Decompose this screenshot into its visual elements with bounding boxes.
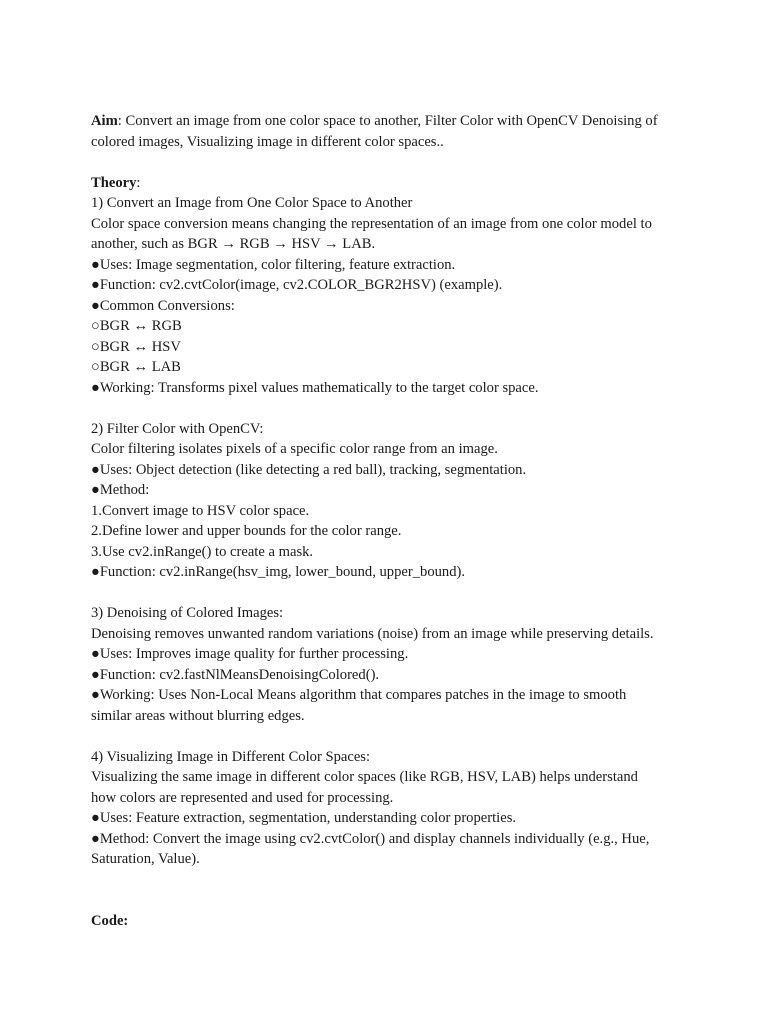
spacer [91,870,691,891]
theory-colon: : [136,174,141,191]
sub-bullet-item: ○BGR ↔ HSV [91,338,181,355]
spacer [91,583,691,604]
section-line: Color space conversion means changing the representation of an image from one color model to [91,215,652,232]
numbered-step: 2.Define lower and upper bounds for the color range. [91,523,402,539]
numbered-step: 1.Convert image to HSV color space. [91,502,310,519]
bullet-item: ●Uses: Image segmentation, color filtering, feature extraction. [91,256,456,273]
bullet-item: ●Working: Transforms pixel values mathematically to the target color space. [91,379,539,396]
section-line: another, such as BGR → RGB → HSV → LAB. [91,236,376,252]
bullet-item: ●Function: cv2.fastNlMeansDenoisingColored(). [91,666,380,683]
code-heading: Code: [91,912,129,929]
theory-label: Theory [91,174,137,191]
section-heading: 1) Convert an Image from One Color Space to Another [91,195,413,211]
section-filter-color [91,419,691,583]
section-line: Denoising removes unwanted random variations (noise) from an image while preserving details. [91,625,654,642]
section-color-conversion [91,193,691,398]
bullet-item: ●Function: cv2.cvtColor(image, cv2.COLOR_BGR2HSV) (example). [91,277,503,293]
section-line: Color filtering isolates pixels of a specific color range from an image. [91,441,498,457]
aim-text: : Convert an image from one color space to another, Filter Color with OpenCV Denoising of colored images, Visualizing image in different color spaces.. [91,113,658,150]
section-heading: 4) Visualizing Image in Different Color Spaces: [91,748,371,765]
bullet-item: ●Working: Uses Non-Local Means algorithm that compares patches in the image to smooth [91,687,627,703]
bullet-item: ●Uses: Feature extraction, segmentation, understanding color properties. [91,810,517,826]
bullet-item: ●Method: [91,482,150,498]
section-visualizing [91,747,691,870]
sub-bullet-item: ○BGR ↔ RGB [91,318,182,334]
aim-label: Aim [91,113,118,129]
section-line: Saturation, Value). [91,851,200,867]
section-line: Visualizing the same image in different color spaces (like RGB, HSV, LAB) helps understand [91,769,638,785]
bullet-item: ●Uses: Object detection (like detecting a red ball), tracking, segmentation. [91,461,527,478]
section-heading: 2) Filter Color with OpenCV: [91,420,264,437]
section-heading: 3) Denoising of Colored Images: [91,605,284,621]
bullet-item: ●Method: Convert the image using cv2.cvtColor() and display channels individually (e.g., Hue, [91,830,650,847]
aim-paragraph [91,111,691,152]
section-line: similar areas without blurring edges. [91,707,305,724]
section-line: how colors are represented and used for processing. [91,789,394,806]
bullet-item: ●Function: cv2.inRange(hsv_img, lower_bound, upper_bound). [91,564,466,580]
document-content [91,111,691,931]
numbered-step: 3.Use cv2.inRange() to create a mask. [91,543,314,560]
bullet-item: ●Common Conversions: [91,297,235,314]
spacer [91,890,691,911]
sub-bullet-item: ○BGR ↔ LAB [91,359,181,375]
bullet-item: ●Uses: Improves image quality for further processing. [91,646,409,662]
spacer [91,726,691,747]
section-denoising [91,603,691,726]
spacer [91,152,691,173]
spacer [91,398,691,419]
theory-heading [91,173,691,194]
